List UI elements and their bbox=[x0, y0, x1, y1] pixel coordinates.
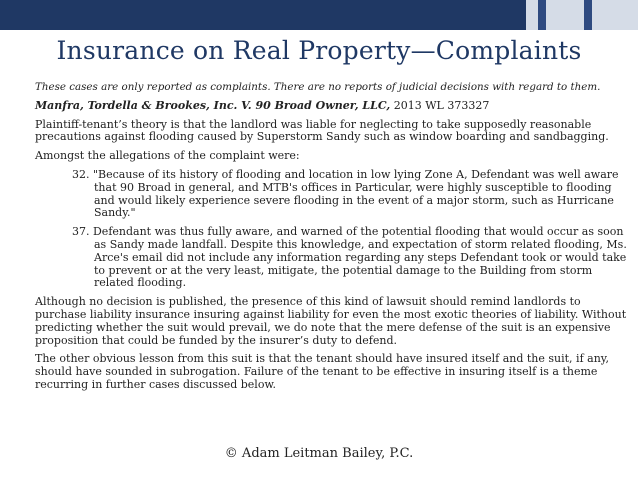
paragraph: Although no decision is published, the presence of this kind of lawsuit should remind landlords to purchase liability insurance insuring against liability for even the most exotic theories of liability. Without predicting whether the suit would prevail, we do note that the mere defense of the suit is an expensive proposition that could be funded by the insurer’s duty to defend. bbox=[35, 295, 627, 347]
case-citation bbox=[35, 100, 627, 113]
intro-note: These cases are only reported as complaints. There are no reports of judicial decisions with regard to them. bbox=[35, 81, 601, 93]
slide-title: Insurance on Real Property—Complaints bbox=[56, 36, 582, 65]
case-name: Manfra, Tordella & Brookes, Inc. V. 90 Broad Owner, LLC, bbox=[35, 98, 391, 112]
header-accent-block bbox=[584, 0, 592, 30]
allegation-item: 37. Defendant was thus fully aware, and warned of the potential flooding that would occur as soon as Sandy made landfall. Despite this knowledge, and expectation of storm related flooding, Ms. Arce's email did not include any information regarding any steps Defendant took or would take to prevent or at the very least, mitigate, the potential damage to the Building from storm related flooding. bbox=[72, 225, 627, 290]
header-accent-block bbox=[538, 0, 546, 30]
header-accent-panel bbox=[526, 0, 638, 30]
footer-copyright: © Adam Leitman Bailey, P.C. bbox=[224, 446, 414, 461]
paragraph: The other obvious lesson from this suit is that the tenant should have insured itself and the suit, if any, should have sounded in subrogation. Failure of the tenant to be effective in insuring itself is a theme recurring in further cases discussed below. bbox=[35, 352, 610, 391]
paragraph: Amongst the allegations of the complaint were: bbox=[35, 149, 300, 163]
slide-body bbox=[35, 81, 627, 398]
header-bar bbox=[0, 0, 638, 30]
paragraph: Plaintiff-tenant’s theory is that the landlord was liable for neglecting to take supposedly reasonable precautions against flooding caused by Superstorm Sandy such as window boarding and sandbagging. bbox=[35, 117, 609, 144]
case-cite: 2013 WL 373327 bbox=[390, 98, 490, 112]
allegation-item: 32. "Because of its history of flooding and location in low lying Zone A, Defendant was well aware that 90 Broad in general, and MTB's offices in Particular, were highly susceptible to flooding and would likely experience severe flooding in the event of a major storm, such as Hurricane Sandy." bbox=[72, 167, 619, 220]
